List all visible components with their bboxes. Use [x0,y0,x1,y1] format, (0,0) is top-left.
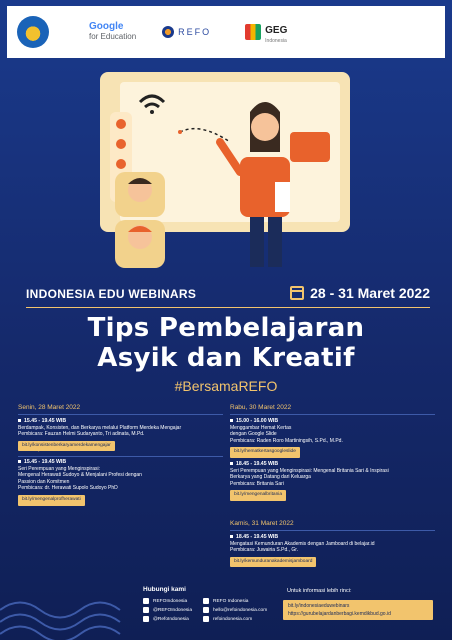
date-range [290,285,430,301]
contact-text: REFO Indonesia [213,598,249,604]
session-speaker: Pembicara: Fauzan Helmi Sudaryanto, Tri adinata, M.Pd. [18,431,145,438]
day-divider [230,414,435,415]
google-logo-text: Google [89,21,124,32]
contact-instagram[interactable] [143,607,192,613]
info-links[interactable] [283,600,433,620]
session-description: Seri Perempuan yang Menginspirasi: Mengenal Britania Sari & Inspirasi [230,467,389,474]
contact-heading: Hubungi kami [143,586,186,593]
microphone-icon [116,139,126,149]
session-description: Mengatasi Kemunduran Akademis dengan Jamboard di belajar.id [230,540,375,547]
session-speaker: Pembicara: dr. Herawati Supolo Sudoyo PhD [18,485,118,492]
teacher-video-call-illustration [100,72,350,272]
refo-logo [162,26,211,38]
email-icon [203,607,209,613]
logo-bar [7,6,445,58]
session-time: 15.45 - 19.45 WIB [18,418,228,425]
geg-icon [245,24,261,40]
header-divider [26,307,430,308]
globe-icon [203,616,209,622]
info-link-1[interactable]: bit.ly/indonesiaeduwebinars [288,603,350,609]
calendar-icon [290,286,304,300]
day-heading-wednesday: Rabu, 30 Maret 2022 [230,404,292,411]
info-link-2[interactable]: https://gurubelajardanberbagi.kemdikbud.go.id [288,611,391,617]
contact-website[interactable] [203,616,252,622]
contact-text: @REFOIndonesia [153,607,192,613]
google-for-education-logo [89,22,136,42]
geg-logo [245,20,287,44]
session-description: Berkarya yang Datang dari Keluarga [230,474,311,481]
contact-twitter[interactable] [143,616,189,622]
session-time: 18.45 - 19.45 WIB [230,461,445,468]
session-tuesday [18,459,228,506]
session-time: 18.45 - 19.45 WIB [230,534,445,541]
day-divider [18,456,223,457]
registration-link[interactable]: bit.ly/hematkertasgoogleslide [230,447,300,458]
google-logo-subtext: for Education [89,32,137,41]
day-heading-monday: Senin, 28 Maret 2022 [18,404,81,411]
date-range-text: 28 - 31 Maret 2022 [310,285,430,301]
contact-text: @RefoIndonesia [153,616,189,622]
session-description: Menggambar Hemat Kertas [230,424,292,431]
session-speaker: Pembicara: Raden Roro Martiningsih, S.Pd., M.Pd. [230,437,343,444]
day-heading-thursday: Kamis, 31 Maret 2022 [230,520,294,527]
session-speaker: Pembicara: Britania Sari [230,480,284,487]
session-speaker: Pembicara: Juwairia S.Pd., Gr. [230,547,299,554]
session-time: 15.00 - 16.00 WIB [230,418,445,425]
contact-email[interactable] [203,607,267,613]
video-icon [116,119,126,129]
hashtag: #BersamaREFO [174,378,278,394]
contact-youtube[interactable] [203,598,248,604]
webinar-header-row [26,285,430,305]
geg-logo-subtext: Indonesia [265,38,287,44]
session-time: 15.45 - 19.45 WIB [18,459,228,466]
facebook-icon [143,598,149,604]
session-description: Mengenal Herawati Sudoyo & Menjalani Profesi dengan [18,472,142,479]
registration-link[interactable]: bit.ly/mengenalbritania [230,490,286,501]
kemdikbud-logo [17,16,49,48]
refo-icon [162,26,174,38]
registration-link[interactable]: bit.ly/konsistenberkaryamerdekamengajar [18,441,115,452]
twitter-icon [143,616,149,622]
series-title: INDONESIA EDU WEBINARS [26,287,197,301]
contact-facebook[interactable] [143,598,187,604]
event-title-line2: Asyik dan Kreatif [97,343,355,373]
contact-text: REFOIndonesia [153,598,188,604]
session-description: Passion dan Komitmen [18,478,70,485]
wave-decoration [0,570,160,640]
contact-text: hello@refoindonesia.com [213,607,268,613]
contact-text: refoindonesia.com [213,616,253,622]
registration-link[interactable]: bit.ly/kemunduranakademisjamboard [230,557,316,568]
refo-logo-text: REFO [178,27,212,37]
day-divider [18,414,223,415]
chat-bubble-icon [290,132,330,162]
phone-icon [116,159,126,169]
session-wednesday-2 [230,461,445,501]
session-wednesday-1 [230,418,445,458]
session-description: Berdampak, Konsisten, dan Berkarya melalui Platform Merdeka Mengajar [18,424,182,431]
session-description: dengan Google Slide [230,431,277,438]
geg-logo-text: GEG [265,25,288,36]
day-divider [230,530,435,531]
instagram-icon [143,607,149,613]
day-heading-tuesday: Selasa, 29 Maret 2022 [18,446,84,453]
info-heading: Untuk informasi lebih rinci: [287,588,352,594]
registration-link[interactable]: bit.ly/mengenalprofherawati [18,495,85,506]
youtube-icon [203,598,209,604]
session-thursday [230,534,445,567]
session-description: Seri Perempuan yang Menginspirasi: [18,465,100,472]
event-title-line1: Tips Pembelajaran [87,313,365,343]
